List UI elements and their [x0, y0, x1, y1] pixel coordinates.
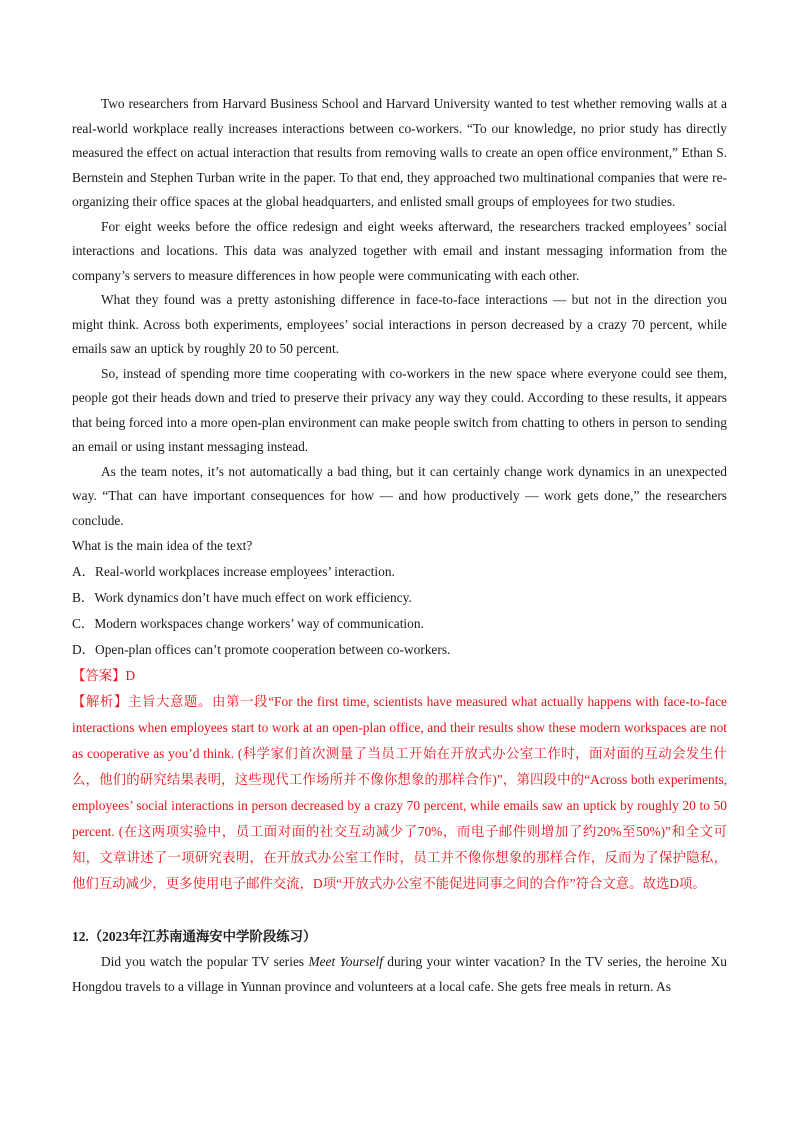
intro-after-text: during your winter vacation? In the TV series, the heroine Xu Hongdou travels to a village in Yunnan province and volunteers at a local cafe. She gets free meals in return. As — [72, 953, 727, 994]
option-d: D．Open-plan offices can’t promote cooperation between co-workers. — [72, 641, 451, 657]
next-question-intro — [72, 949, 727, 1000]
option-b: B．Work dynamics don’t have much effect on work efficiency. — [72, 589, 412, 605]
series-title: Meet Yourself — [308, 953, 383, 969]
answer-block — [72, 663, 727, 897]
passage-paragraph-1: Two researchers from Harvard Business School and Harvard University wanted to test whether removing walls at a real-world workplace really increases interactions between co-workers. “To our knowledge, no prior study has directly measured the effect on actual interaction that results from removing walls to create an open office environment,” Ethan S. Bernstein and Stephen Turban write in the paper. To that end, they approached two multinational companies that were re-organizing their office spaces at the global headquarters, and enlisted small groups of employees for two studies. — [72, 96, 727, 209]
answer-explanation: 【解析】主旨大意题。由第一段“For the first time, scientists have measured what actually happens with face-to-face interactions when employees start to work at an open-plan office, and their results show these modern workspaces are not as cooperative as you’d think. (科学家们首次测量了当员工开始在开放式办公室工作时，面对面的互动会发生什么，他们的研究结果表明，这些现代工作场所并不像你想象的那样合作)”，第四段中的“Across both experiments, employees’ social interactions in person decreased by a crazy 70 percent, while emails saw an uptick by roughly 20 to 50 percent. (在这两项实验中，员工面对面的社交互动减少了70%，而电子邮件则增加了约20%至50%)”和全文可知，文章讲述了一项研究表明，在开放式办公室工作时，员工并不像你想象的那样合作，反而为了保护隐私，他们互动减少，更多使用电子邮件交流，D项“开放式办公室不能促进同事之间的合作”符合文意。故选D项。 — [72, 693, 727, 891]
reading-passage — [72, 92, 727, 533]
option-c: C．Modern workspaces change workers’ way of communication. — [72, 615, 424, 631]
question-block — [72, 533, 727, 663]
next-question-block — [72, 925, 727, 1000]
document-page — [72, 92, 727, 1000]
answer-label: 【答案】D — [72, 667, 136, 683]
passage-paragraph-4: So, instead of spending more time cooperating with co-workers in the new space where everyone could see them, people got their heads down and tried to preserve their privacy any way they could. According to these results, it appears that being forced into a more open-plan environment can make people switch from chatting to others in person to sending an email or using instant messaging instead. — [72, 365, 727, 454]
intro-before-text: Did you watch the popular TV series — [101, 953, 305, 969]
passage-paragraph-5: As the team notes, it’s not automatically a bad thing, but it can certainly change work dynamics in an unexpected way. “That can have important consequences for how — and how productively — work gets done,” the researchers conclude. — [72, 463, 727, 528]
passage-paragraph-2: For eight weeks before the office redesign and eight weeks afterward, the researchers tracked employees’ social interactions and locations. This data was analyzed together with email and instant messaging information from the company’s servers to measure differences in how people were communicating with each other. — [72, 218, 727, 283]
question-number-heading: 12.（2023年江苏南通海安中学阶段练习） — [72, 928, 317, 944]
option-a: A．Real-world workplaces increase employees’ interaction. — [72, 563, 395, 579]
passage-paragraph-3: What they found was a pretty astonishing difference in face-to-face interactions — but not in the direction you might think. Across both experiments, employees’ social interactions in person decreased by a crazy 70 percent, while emails saw an uptick by roughly 20 to 50 percent. — [72, 292, 727, 356]
question-stem: What is the main idea of the text? — [72, 538, 253, 553]
